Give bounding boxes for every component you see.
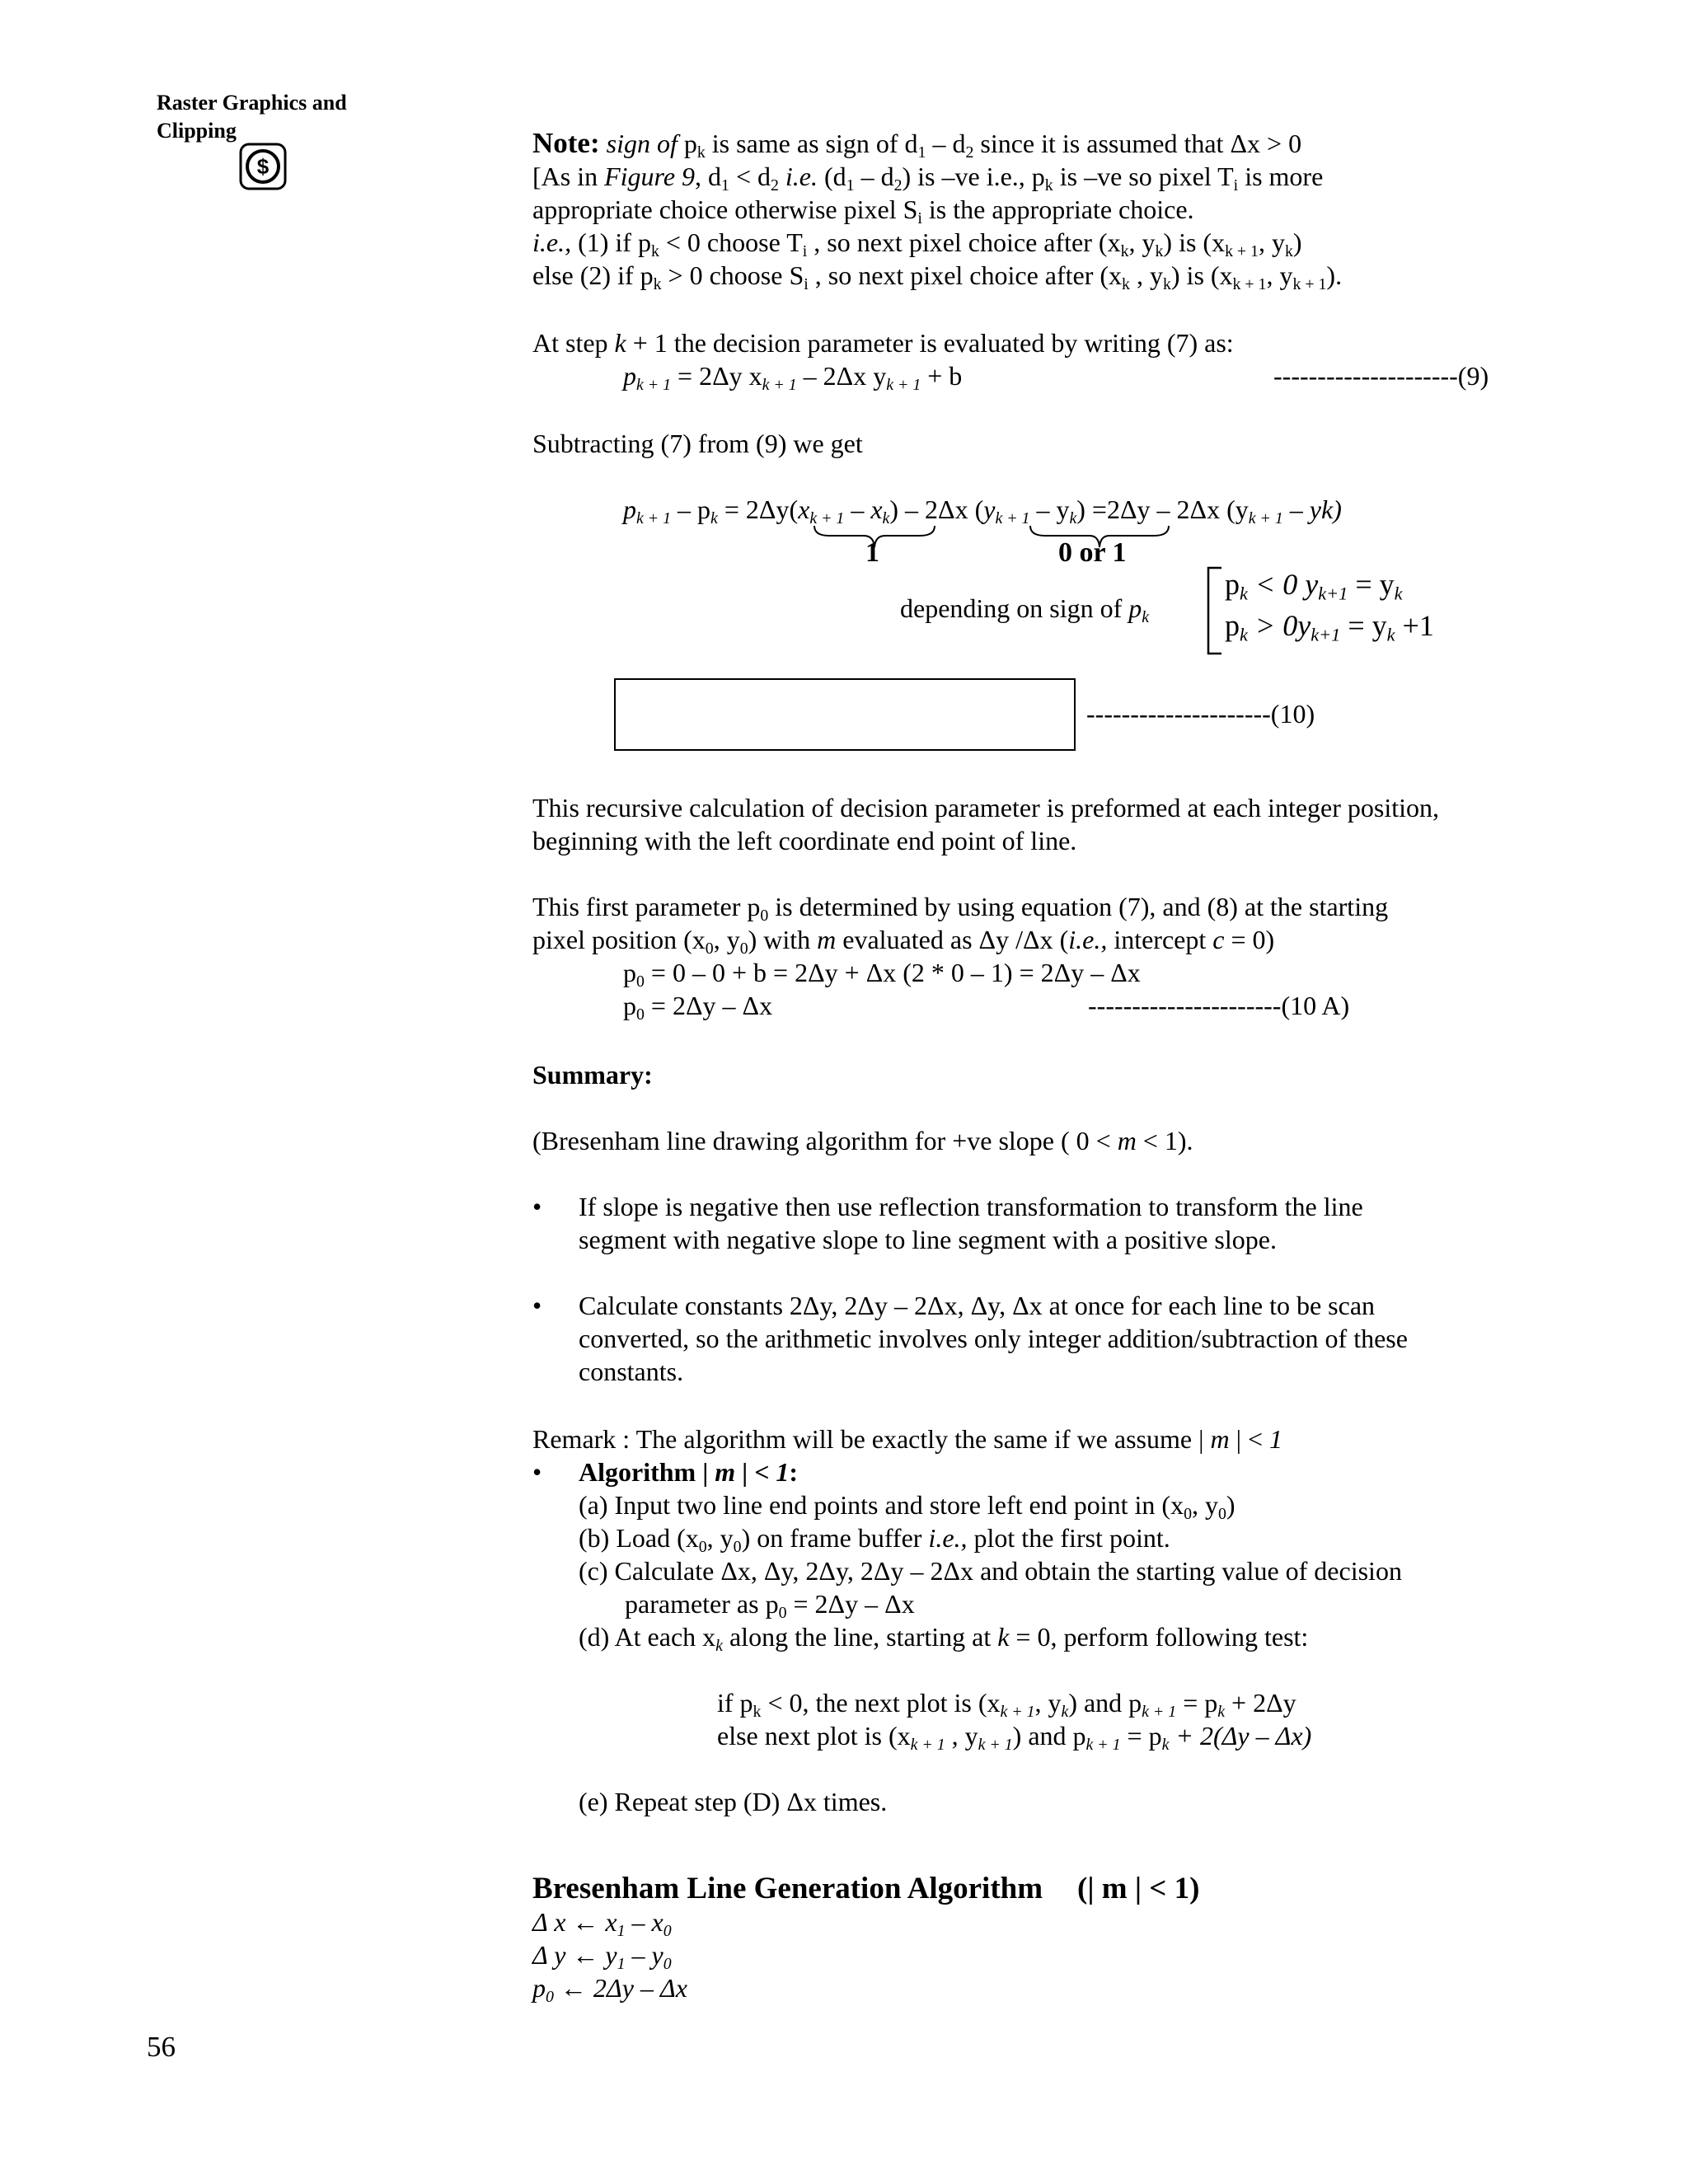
note-line-2: [As in Figure 9, $d_1 < d_2$ i.e. $(d_1 - d_2)$ is –ve i.e., $p_k$ is –ve so pixel $T_i$ is more <box>532 162 1324 194</box>
step-d: (d) At each $x_k$ along the line, starting at k = 0, perform following test: <box>579 1622 1309 1655</box>
header-line-2: Clipping <box>157 119 237 143</box>
test-if: if $p_k < 0$, the next plot is ($x_{k + 1}$, $y_k$) and $p_{k + 1} = p_k + 2\Delta y$ <box>717 1688 1296 1721</box>
note-block <box>532 127 1538 292</box>
subtract-intro: Subtracting (7) from (9) we get <box>532 429 863 458</box>
step-c: (c) Calculate Δx, Δy, 2Δy, 2Δy – 2Δx and obtain the starting value of decision <box>579 1556 1402 1586</box>
test-else: else next plot is ($x_{k + 1}$ , $y_{k + 1}$) and $p_{k + 1} = p_k + 2(\Delta y - \Delta x)$ <box>717 1721 1312 1754</box>
bullet-icon: • <box>532 1192 542 1221</box>
algo-line-3: $p_0$ ← 2Δy – Δx <box>532 1973 687 2006</box>
page-number: 56 <box>147 2031 176 2063</box>
bullet-icon: • <box>532 1457 542 1487</box>
underbrace-label-1: 1 <box>865 537 879 568</box>
step-intro: At step k + 1 the decision parameter is evaluated by writing (7) as: <box>532 328 1234 358</box>
p0-derivation: $p_0 = 0 - 0 + b = 2\Delta y + \Delta x$ (2 * 0 – 1) = 2Δy – Δx <box>623 958 1141 991</box>
svg-text:$: $ <box>256 154 270 179</box>
summary-intro: (Bresenham line drawing algorithm for +ve slope ( 0 < m < 1). <box>532 1126 1193 1155</box>
note-line-4: i.e., (1) if $p_k < 0$ choose $T_i$ , so next pixel choice after ($x_k$, $y_k$) is ($x_{k + 1}$, $y_k$) <box>532 227 1302 260</box>
step-b: (b) Load ($x_0$, $y_0$) on frame buffer i.e., plot the first point. <box>579 1523 1170 1556</box>
recursive-line-2: beginning with the left coordinate end point of line. <box>532 826 1077 855</box>
equation-10-tag: ---------------------(10) <box>1086 699 1315 729</box>
summary-block <box>532 1058 1538 1388</box>
underbrace-label-2: 0 or 1 <box>1058 537 1127 568</box>
remark-block <box>532 1422 1538 1818</box>
equation-10-box <box>614 678 1076 751</box>
first-param-line-2: pixel position ($x_0$, $y_0$) with m evaluated as Δy /Δx (i.e., intercept c = 0) <box>532 925 1275 958</box>
equation-9: $p_{k + 1} = 2\Delta y$ $x_{k + 1} - 2\Delta x$ $y_{k + 1} + b$ ---------------------(9) <box>623 361 1489 394</box>
recursive-block <box>532 791 1538 1022</box>
case-list <box>1225 564 1434 646</box>
case-1: $p_k < 0$ $y_{k+1} = y_k$ <box>1225 568 1403 604</box>
algo-title: Bresenham Line Generation Algorithm (| m | < 1) <box>532 1872 1200 1905</box>
difference-equation: $p_{k + 1} - p_k = 2\Delta y(x_{k + 1} - x_k) - 2\Delta x$ $(y_{k + 1} - y_k) =2\Delta y - 2\Delta x$ $(y_{k + 1} - yk)$ <box>623 494 1342 527</box>
equation-9-tag: ---------------------(9) <box>1273 361 1489 391</box>
recursive-line-1: This recursive calculation of decision parameter is preformed at each integer position, <box>532 793 1440 823</box>
case-2: $p_k > 0y_{k+1} = y_k +1$ <box>1225 609 1434 645</box>
note-line-5: else (2) if $p_k > 0$ choose $S_i$ , so next pixel choice after ($x_k$ , $y_k$) is ($x_{k + 1}$, $y_{k + 1}$). <box>532 260 1343 293</box>
step-block <box>532 326 1538 392</box>
step-e: (e) Repeat step (D) Δx times. <box>579 1787 888 1816</box>
remark-line: Remark : The algorithm will be exactly the same if we assume | m | < 1 <box>532 1424 1283 1454</box>
note-line-1: Note: sign of $p_k$ is same as sign of $d_1 - d_2$ since it is assumed that Δx > 0 <box>532 127 1302 162</box>
summary-bullet-2: • Calculate constants 2Δy, 2Δy – 2Δx, Δy, Δx at once for each line to be scan converted, so the arithmetic involves only integer addition/subtraction of these constants. <box>532 1291 1408 1386</box>
summary-bullet-1: • If slope is negative then use reflection transformation to transform the line segment with negative slope to line segment with a positive slope. <box>532 1192 1363 1254</box>
header-line-1: Raster Graphics and <box>157 91 347 115</box>
case-bracket <box>1205 565 1225 656</box>
algorithm-bullet <box>532 1455 1538 1818</box>
algorithm-heading: Algorithm | m | < 1: <box>579 1457 799 1487</box>
summary-heading: Summary: <box>532 1060 653 1090</box>
equation-10a-tag: ----------------------(10 A) <box>1088 991 1350 1020</box>
running-header <box>157 89 404 145</box>
equation-10a: $p_0 = 2\Delta y - \Delta x$ ----------------------(10 A) <box>623 991 1350 1024</box>
step-a: (a) Input two line end points and store left end point in ($x_0$, $y_0$) <box>579 1490 1236 1523</box>
note-line-3: appropriate choice otherwise pixel $S_i$ is the appropriate choice. <box>532 194 1194 227</box>
algo-line-2: Δ y ← $y_1 - y_0$ <box>532 1940 672 1973</box>
first-param-line-1: This first parameter $p_0$ is determined by using equation (7), and (8) at the starting <box>532 892 1389 925</box>
algo-line-1: Δ x ← $x_1 - x_0$ <box>532 1907 672 1940</box>
dollar-circle-icon <box>239 143 287 190</box>
depending-label: depending on sign of $p_k$ <box>900 593 1150 626</box>
bullet-icon: • <box>532 1291 542 1320</box>
algo-block <box>532 1872 1538 2004</box>
step-c-cont: parameter as $p_0 = 2\Delta y - \Delta x$ <box>625 1589 915 1622</box>
